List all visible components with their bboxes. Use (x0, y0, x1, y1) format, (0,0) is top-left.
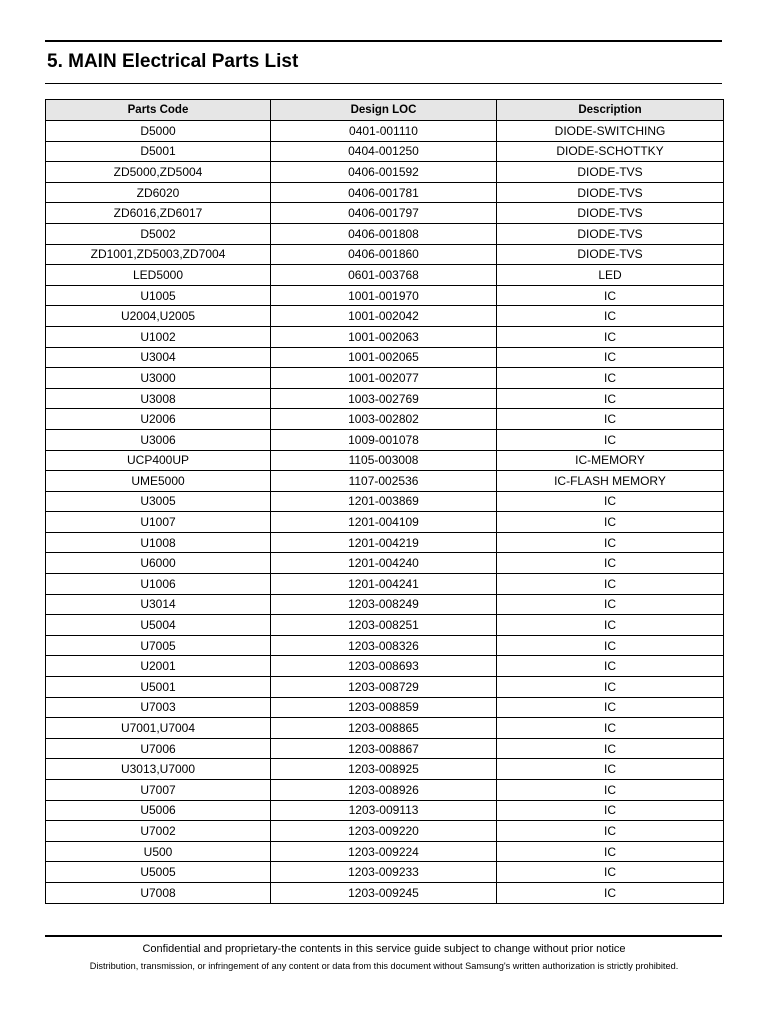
cell-description: IC (497, 656, 724, 677)
cell-design-loc: 1203-008693 (271, 656, 497, 677)
table-row (46, 759, 724, 780)
cell-description: IC (497, 368, 724, 389)
cell-parts-code: U5005 (46, 862, 271, 883)
cell-description: IC (497, 594, 724, 615)
cell-design-loc: 1001-001970 (271, 285, 497, 306)
cell-parts-code: LED5000 (46, 265, 271, 286)
cell-design-loc: 1203-008867 (271, 738, 497, 759)
cell-description: IC (497, 553, 724, 574)
table-row (46, 203, 724, 224)
cell-design-loc: 1003-002769 (271, 388, 497, 409)
cell-parts-code: U2004,U2005 (46, 306, 271, 327)
cell-description: IC (497, 800, 724, 821)
cell-design-loc: 1001-002042 (271, 306, 497, 327)
cell-description: IC (497, 388, 724, 409)
cell-parts-code: ZD6020 (46, 182, 271, 203)
table-row (46, 162, 724, 183)
cell-design-loc: 1001-002063 (271, 326, 497, 347)
cell-design-loc: 1201-004219 (271, 532, 497, 553)
cell-parts-code: ZD1001,ZD5003,ZD7004 (46, 244, 271, 265)
cell-design-loc: 1203-008326 (271, 635, 497, 656)
cell-parts-code: UME5000 (46, 471, 271, 492)
cell-description: IC-FLASH MEMORY (497, 471, 724, 492)
parts-table-body (46, 121, 724, 904)
cell-description: IC (497, 862, 724, 883)
table-row (46, 882, 724, 903)
cell-parts-code: U2001 (46, 656, 271, 677)
cell-description: LED (497, 265, 724, 286)
cell-parts-code: ZD5000,ZD5004 (46, 162, 271, 183)
cell-parts-code: U1006 (46, 574, 271, 595)
cell-parts-code: U3000 (46, 368, 271, 389)
table-row (46, 491, 724, 512)
table-row (46, 368, 724, 389)
cell-design-loc: 1203-008926 (271, 780, 497, 801)
cell-parts-code: U7002 (46, 821, 271, 842)
table-row (46, 697, 724, 718)
cell-design-loc: 1203-008251 (271, 615, 497, 636)
cell-design-loc: 1107-002536 (271, 471, 497, 492)
cell-design-loc: 1203-008925 (271, 759, 497, 780)
cell-design-loc: 1003-002802 (271, 409, 497, 430)
table-row (46, 738, 724, 759)
cell-design-loc: 1201-004109 (271, 512, 497, 533)
cell-description: IC (497, 635, 724, 656)
table-row (46, 677, 724, 698)
cell-parts-code: U5006 (46, 800, 271, 821)
table-row (46, 471, 724, 492)
cell-description: IC (497, 491, 724, 512)
cell-description: IC (497, 429, 724, 450)
cell-parts-code: D5001 (46, 141, 271, 162)
cell-parts-code: U5001 (46, 677, 271, 698)
cell-design-loc: 1201-004241 (271, 574, 497, 595)
cell-design-loc: 0406-001797 (271, 203, 497, 224)
table-row (46, 512, 724, 533)
table-row (46, 841, 724, 862)
table-row (46, 285, 724, 306)
cell-design-loc: 0601-003768 (271, 265, 497, 286)
cell-design-loc: 1203-008249 (271, 594, 497, 615)
table-row (46, 574, 724, 595)
cell-description: DIODE-TVS (497, 223, 724, 244)
cell-parts-code: U6000 (46, 553, 271, 574)
cell-description: DIODE-TVS (497, 203, 724, 224)
cell-parts-code: U3005 (46, 491, 271, 512)
cell-description: IC (497, 821, 724, 842)
table-row (46, 223, 724, 244)
cell-parts-code: U7003 (46, 697, 271, 718)
cell-description: IC (497, 409, 724, 430)
footer-confidential-notice: Confidential and proprietary-the contents in this service guide subject to change without prior notice (142, 943, 626, 955)
table-row (46, 306, 724, 327)
cell-description: IC (497, 738, 724, 759)
cell-parts-code: U7005 (46, 635, 271, 656)
cell-parts-code: U7008 (46, 882, 271, 903)
cell-parts-code: U3014 (46, 594, 271, 615)
cell-parts-code: U2006 (46, 409, 271, 430)
cell-design-loc: 1001-002065 (271, 347, 497, 368)
header-description: Description (497, 100, 724, 121)
cell-description: DIODE-TVS (497, 162, 724, 183)
cell-parts-code: U3004 (46, 347, 271, 368)
cell-description: DIODE-SWITCHING (497, 121, 724, 142)
cell-description: DIODE-TVS (497, 244, 724, 265)
cell-description: IC (497, 697, 724, 718)
cell-design-loc: 1203-009220 (271, 821, 497, 842)
cell-parts-code: D5000 (46, 121, 271, 142)
cell-design-loc: 1105-003008 (271, 450, 497, 471)
cell-design-loc: 1203-008859 (271, 697, 497, 718)
cell-parts-code: U3008 (46, 388, 271, 409)
cell-description: IC (497, 532, 724, 553)
cell-description: IC (497, 326, 724, 347)
cell-description: IC (497, 347, 724, 368)
table-row (46, 635, 724, 656)
cell-parts-code: U7001,U7004 (46, 718, 271, 739)
cell-design-loc: 0406-001592 (271, 162, 497, 183)
cell-parts-code: U1008 (46, 532, 271, 553)
cell-description: IC (497, 285, 724, 306)
cell-description: IC (497, 882, 724, 903)
cell-parts-code: UCP400UP (46, 450, 271, 471)
cell-parts-code: U500 (46, 841, 271, 862)
cell-description: IC (497, 306, 724, 327)
cell-design-loc: 0404-001250 (271, 141, 497, 162)
page-title: 5. MAIN Electrical Parts List (47, 51, 299, 72)
cell-parts-code: U1005 (46, 285, 271, 306)
table-row (46, 347, 724, 368)
table-row (46, 388, 724, 409)
cell-design-loc: 0406-001860 (271, 244, 497, 265)
table-row (46, 821, 724, 842)
parts-table-header (46, 100, 724, 121)
cell-design-loc: 1203-009245 (271, 882, 497, 903)
table-row (46, 450, 724, 471)
table-row (46, 182, 724, 203)
cell-description: IC (497, 677, 724, 698)
cell-description: IC (497, 841, 724, 862)
cell-design-loc: 0401-001110 (271, 121, 497, 142)
cell-parts-code: U5004 (46, 615, 271, 636)
parts-table (45, 99, 724, 904)
title-rule (45, 83, 722, 84)
table-row (46, 121, 724, 142)
cell-parts-code: ZD6016,ZD6017 (46, 203, 271, 224)
header-design-loc: Design LOC (271, 100, 497, 121)
table-row (46, 553, 724, 574)
cell-parts-code: U7006 (46, 738, 271, 759)
cell-design-loc: 1201-004240 (271, 553, 497, 574)
cell-description: IC (497, 574, 724, 595)
cell-parts-code: U1007 (46, 512, 271, 533)
cell-parts-code: U1002 (46, 326, 271, 347)
cell-description: IC (497, 512, 724, 533)
header-row (46, 100, 724, 121)
cell-design-loc: 1001-002077 (271, 368, 497, 389)
table-row (46, 656, 724, 677)
cell-design-loc: 1203-009113 (271, 800, 497, 821)
table-row (46, 532, 724, 553)
table-row (46, 594, 724, 615)
table-row (46, 780, 724, 801)
cell-description: DIODE-TVS (497, 182, 724, 203)
cell-parts-code: D5002 (46, 223, 271, 244)
cell-design-loc: 1009-001078 (271, 429, 497, 450)
cell-design-loc: 0406-001808 (271, 223, 497, 244)
cell-parts-code: U3013,U7000 (46, 759, 271, 780)
header-parts-code: Parts Code (46, 100, 271, 121)
cell-description: DIODE-SCHOTTKY (497, 141, 724, 162)
cell-design-loc: 1203-009224 (271, 841, 497, 862)
table-row (46, 265, 724, 286)
table-row (46, 141, 724, 162)
table-row (46, 429, 724, 450)
cell-description: IC (497, 718, 724, 739)
cell-description: IC (497, 759, 724, 780)
cell-design-loc: 0406-001781 (271, 182, 497, 203)
cell-parts-code: U7007 (46, 780, 271, 801)
table-row (46, 615, 724, 636)
cell-parts-code: U3006 (46, 429, 271, 450)
cell-description: IC (497, 615, 724, 636)
cell-design-loc: 1203-008729 (271, 677, 497, 698)
table-row (46, 862, 724, 883)
table-row (46, 718, 724, 739)
cell-design-loc: 1203-009233 (271, 862, 497, 883)
table-row (46, 409, 724, 430)
cell-description: IC-MEMORY (497, 450, 724, 471)
table-row (46, 244, 724, 265)
footer-rule (45, 935, 722, 937)
table-row (46, 800, 724, 821)
footer-distribution-notice: Distribution, transmission, or infringement of any content or data from this document without Samsung's written authorization is strictly prohibited. (89, 961, 679, 971)
cell-design-loc: 1203-008865 (271, 718, 497, 739)
cell-description: IC (497, 780, 724, 801)
cell-design-loc: 1201-003869 (271, 491, 497, 512)
top-rule (45, 40, 722, 42)
table-row (46, 326, 724, 347)
